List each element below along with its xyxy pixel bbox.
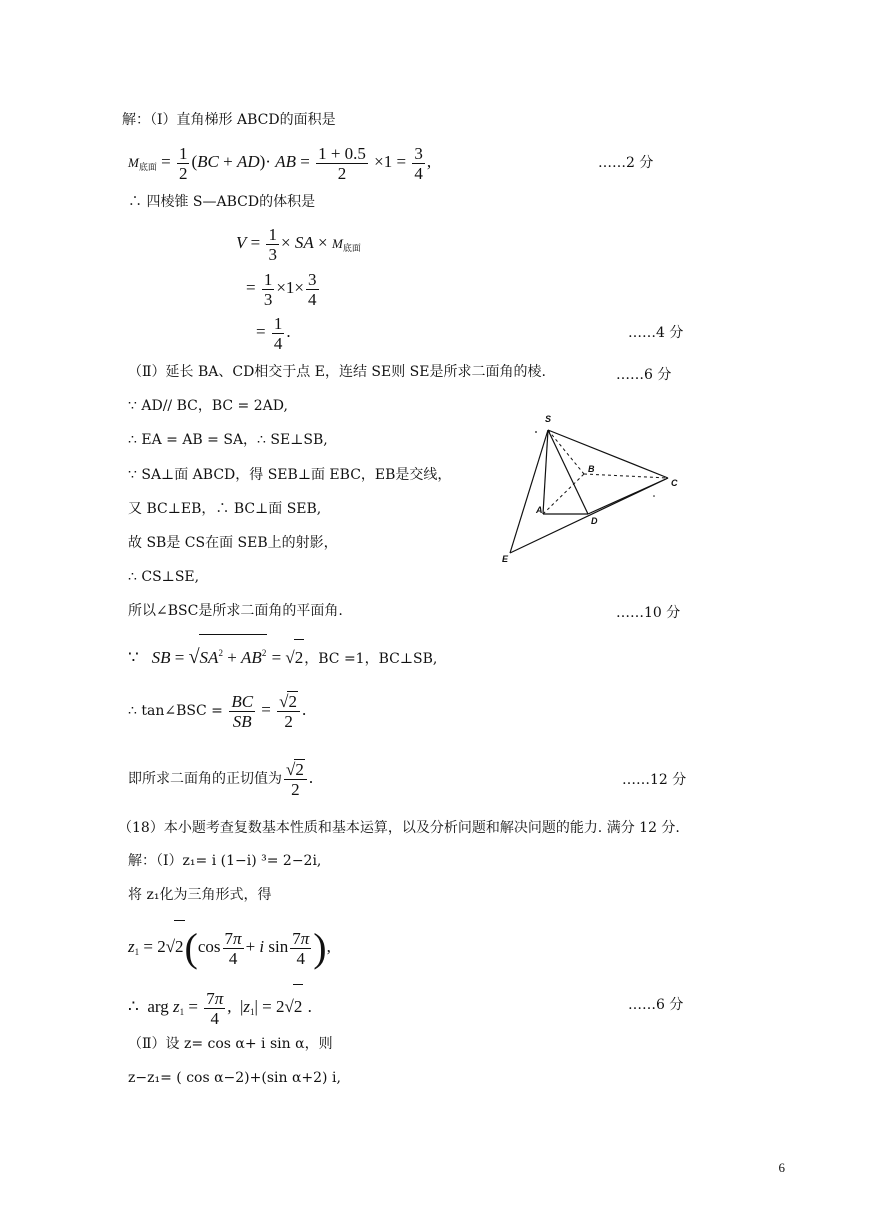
trig-form-intro: 将 z₁化为三角形式，得 bbox=[128, 887, 272, 903]
part2-heading: （Ⅱ）延长 BA、CD相交于点 E，连结 SE则 SE是所求二面角的棱. bbox=[128, 364, 546, 380]
problem-18-intro: （18）本小题考查复数基本性质和基本运算，以及分析问题和解决问题的能力. 满分 12 分. bbox=[118, 820, 680, 836]
score-6-b: ……6 分 bbox=[628, 997, 684, 1013]
step-ea-equal: ∴ EA = AB = SA，∴ SE⊥SB, bbox=[128, 432, 328, 448]
step-ad-parallel-bc: ∵ AD// BC，BC = 2AD, bbox=[128, 398, 288, 414]
volume-heading: ∴ 四棱锥 S—ABCD的体积是 bbox=[128, 194, 316, 210]
label-d: D bbox=[591, 516, 598, 526]
score-12: ……12 分 bbox=[622, 772, 687, 788]
step-cs-perp-se: ∴ CS⊥SE, bbox=[128, 569, 200, 585]
label-a: A bbox=[536, 505, 543, 515]
edge-bc bbox=[584, 474, 668, 478]
score-4: ……4 分 bbox=[628, 325, 684, 341]
step-plane-angle: 所以∠BSC是所求二面角的平面角. bbox=[128, 603, 343, 619]
z1-trig-form: $z_1 = 2√2(\cos$ $\frac{7\pi}{4}$ + i sin $\frac{7\pi}{4}$ ), bbox=[128, 920, 331, 978]
step-projection: 故 SB是 CS在面 SEB上的射影， bbox=[128, 535, 338, 551]
label-c: C bbox=[671, 478, 678, 488]
edge-se bbox=[510, 430, 548, 553]
pyramid-figure bbox=[496, 410, 686, 570]
part2-setup: （Ⅱ）设 z= cos α+ i sin α，则 bbox=[128, 1036, 333, 1052]
step-bc-perp-eb: 又 BC⊥EB，∴ BC⊥面 SEB, bbox=[128, 501, 322, 517]
z-minus-z1: z−z₁= ( cos α−2)+(sin α+2) i, bbox=[128, 1070, 341, 1086]
score-2: ……2 分 bbox=[598, 155, 654, 171]
label-s: S bbox=[545, 414, 552, 424]
label-e: E bbox=[502, 554, 509, 564]
step-sa-perp: ∵ SA⊥面 ABCD，得 SEB⊥面 EBC，EB是交线， bbox=[128, 467, 452, 483]
volume-formula-line1: V = $\frac{1}{3}$ × SA × $M_{底面}$ bbox=[236, 224, 361, 264]
area-formula: $M_{底面}$ = $\frac{1}{2}$ (BC + AD)· AB = $\frac{1 + 0.5}{2}$ ×1 = $\frac{3}{4}$ , bbox=[128, 143, 432, 183]
solution-heading-part1: 解：（Ⅰ）直角梯形 ABCD的面积是 bbox=[122, 112, 336, 128]
edge-dc bbox=[588, 478, 668, 514]
tangent-result: 即所求二面角的正切值为 $\frac{√2}{2}$ . bbox=[128, 760, 314, 799]
volume-formula-line3: = $\frac{1}{4}$ . bbox=[256, 313, 291, 353]
page-number: 6 bbox=[778, 1160, 785, 1175]
tan-equation: ∴ tan∠BSC = $\frac{BC}{SB}$ = $\frac{√2}{2}$ . bbox=[128, 691, 307, 731]
volume-formula-line2: = $\frac{1}{3}$ ×1× $\frac{3}{4}$ bbox=[246, 269, 317, 309]
edge-sc bbox=[548, 430, 668, 478]
label-b: B bbox=[588, 464, 595, 474]
z1-computation: 解：（Ⅰ）z₁= i (1−i) ³= 2−2i, bbox=[128, 853, 322, 869]
arg-and-modulus: ∴ arg $z_1$ = $\frac{7\pi}{4}$ , $|z_1| = 2√2$ . bbox=[128, 984, 312, 1034]
score-6-a: ……6 分 bbox=[616, 367, 672, 383]
sb-equation: ∵ SB = $√SA^2 + AB^2 = √2$，BC =1，BC⊥SB, bbox=[128, 634, 437, 677]
score-10: ……10 分 bbox=[616, 605, 681, 621]
